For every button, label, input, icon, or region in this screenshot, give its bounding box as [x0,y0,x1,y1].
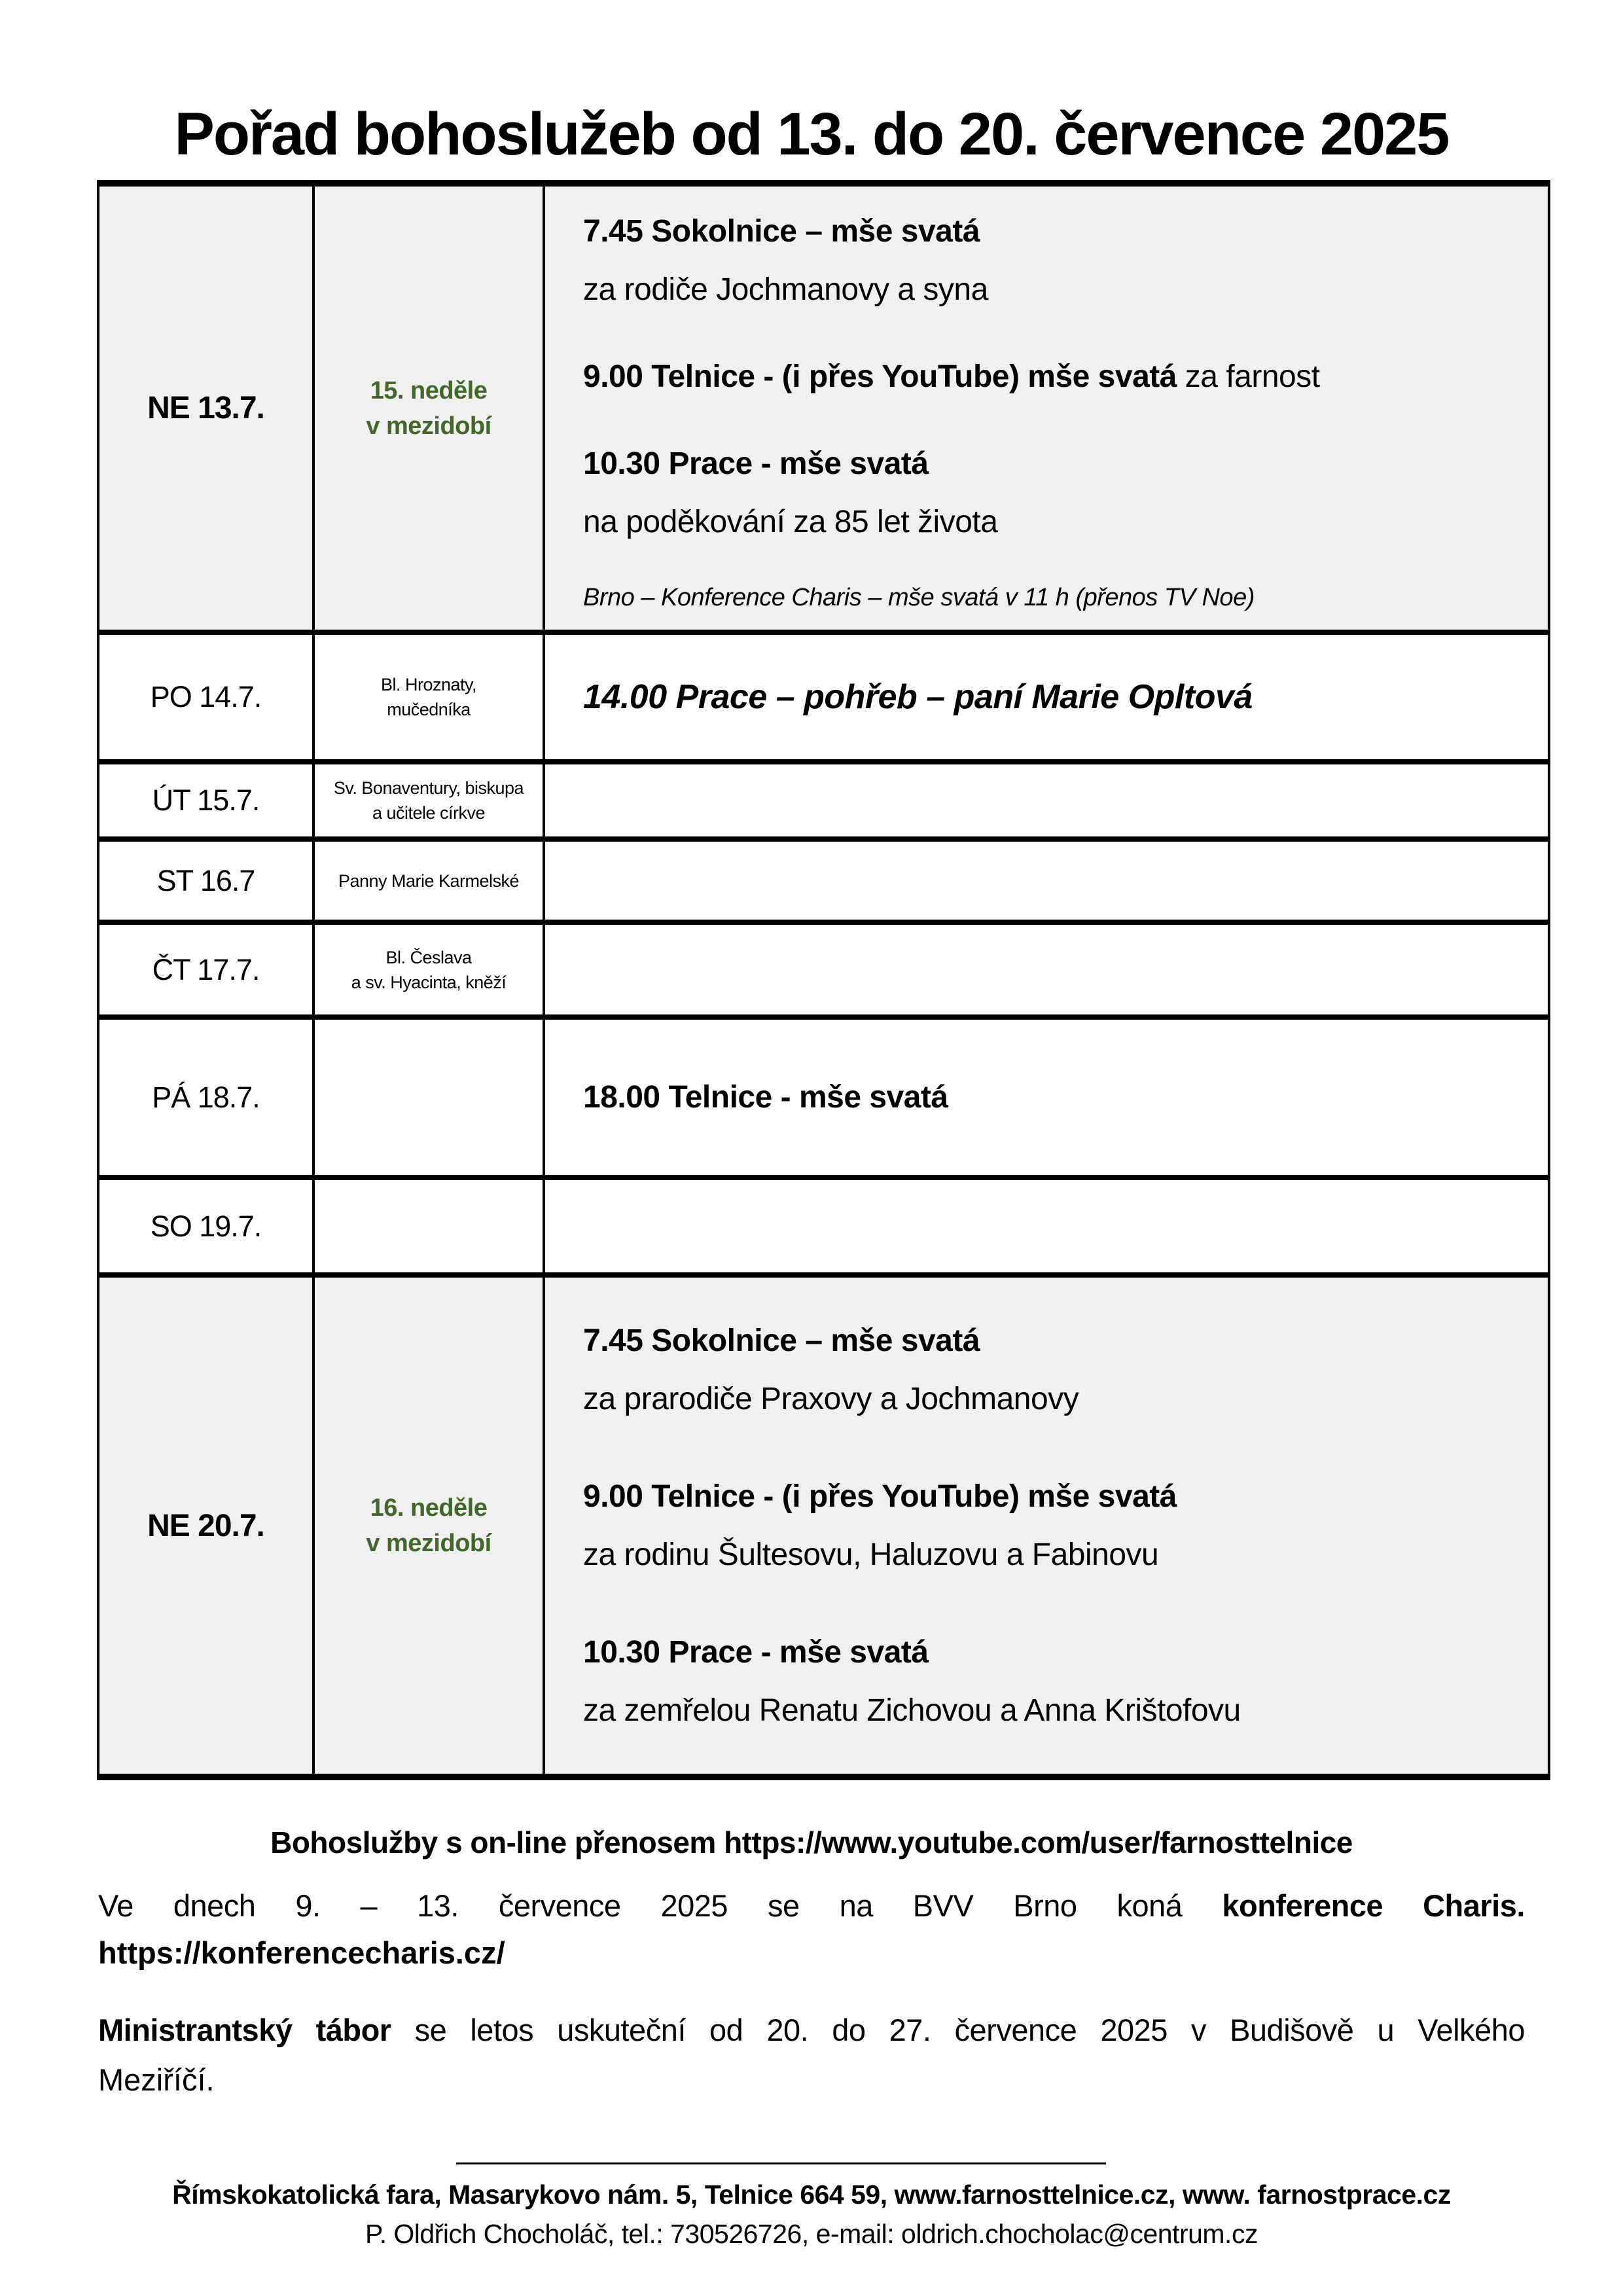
word: dnech [173,1888,256,1923]
charis-conference-line [98,1888,1525,1924]
service-intention: za rodiče Jochmanovy a syna [583,272,988,307]
word: 9. [295,1888,321,1923]
word: 20. [766,2013,809,2047]
feast-line: Panny Marie Karmelské [338,870,520,891]
word: Budišově [1230,2013,1354,2047]
word: Ve [98,1888,134,1923]
funeral-announcement: 14.00 Prace – pohřeb – paní Marie Opltová [583,678,1253,716]
feast-line: 15. neděle [370,376,488,404]
day-label: ČT 17.7. [152,952,260,986]
feast-cell [312,842,543,920]
word: na [839,1888,873,1923]
service-title: 7.45 Sokolnice – mše svatá [583,214,980,249]
parish-address-line: Římskokatolická fara, Masarykovo nám. 5, Telnice 664 59, www.farnosttelnice.cz, www. farnostprace.cz [172,2179,1451,2210]
word: od [709,2013,743,2047]
feast-line: Bl. Česlava [385,947,472,967]
word: u [1377,2013,1395,2047]
day-label: PÁ 18.7. [152,1080,260,1114]
feast-cell [312,1020,543,1175]
word: letos [470,2013,534,2047]
services-cell [543,635,1548,759]
word: Charis. [1423,1888,1525,1923]
service-title: 10.30 Prace - mše svatá [583,446,929,481]
day-label: NE 20.7. [147,1508,264,1543]
service-intention: za prarodiče Praxovy a Jochmanovy [583,1382,1079,1416]
feast-line: v mezidobí [366,1530,491,1557]
service-title: 7.45 Sokolnice – mše svatá [583,1323,980,1358]
table-row-saturday-19-7 [99,1180,1548,1278]
broadcast-note: Brno – Konference Charis – mše svatá v 11 h (přenos TV Noe) [583,584,1255,611]
service-title: 18.00 Telnice - mše svatá [583,1080,948,1115]
services-cell [543,925,1548,1014]
word: Brno [1013,1888,1077,1923]
day-label: NE 13.7. [147,391,264,425]
services-cell [543,764,1548,836]
table-row-sunday-13-7 [99,187,1548,635]
service-schedule-table [97,180,1550,1780]
service-title: 9.00 Telnice - (i přes YouTube) mše svatá [583,1479,1177,1514]
parish-contact-line: P. Oldřich Chocholáč, tel.: 730526726, e-mail: oldrich.chocholac@centrum.cz [365,2219,1258,2249]
table-row-monday-14-7 [99,635,1548,764]
page-title: Pořad bohoslužeb od 13. do 20. července 2025 [174,101,1449,168]
word: 2025 [1100,2013,1168,2047]
word: do [832,2013,866,2047]
table-row-friday-18-7 [99,1020,1548,1180]
footer-divider [456,2162,1106,2164]
day-label: ÚT 15.7. [152,783,260,817]
word: uskuteční [557,2013,686,2047]
ministrant-camp-line [98,2012,1525,2048]
word: 2025 [660,1888,728,1923]
feast-cell [312,764,543,836]
feast-line: Sv. Bonaventury, biskupa [333,778,524,798]
feast-line: mučedníka [387,700,471,719]
service-intention: na poděkování za 85 let života [583,505,998,539]
word: konference [1222,1888,1383,1923]
service-title-bold: 9.00 Telnice - (i přes YouTube) mše svatá [583,359,1177,394]
table-row-sunday-20-7 [99,1278,1548,1774]
feast-cell [312,1180,543,1272]
feast-cell [312,1278,543,1774]
feast-cell [312,635,543,759]
word: Ministrantský [98,2013,293,2047]
word: se [414,2013,447,2047]
charis-conference-url: https://konferencecharis.cz/ [98,1935,505,1970]
feast-cell [312,187,543,630]
word: 13. [417,1888,459,1923]
feast-line: 16. neděle [370,1494,488,1522]
charis-conference-paragraph [98,1888,1525,1924]
word: – [360,1888,378,1923]
ministrant-camp-line-2: Meziříčí. [98,2062,215,2097]
word: BVV [912,1888,974,1923]
word: července [498,1888,621,1923]
table-row-tuesday-15-7 [99,764,1548,842]
word: koná [1116,1888,1183,1923]
day-label: PO 14.7. [150,680,262,713]
service-intention-inline: za farnost [1176,359,1320,394]
services-cell [543,842,1548,920]
day-label: ST 16.7 [156,863,255,897]
word: se [768,1888,800,1923]
services-cell [543,1180,1548,1272]
feast-cell [312,925,543,1014]
day-label: SO 19.7. [150,1209,262,1243]
services-cell [543,1020,1548,1175]
feast-line: Bl. Hroznaty, [380,675,477,694]
word: Velkého [1418,2013,1525,2047]
word: 27. [889,2013,931,2047]
service-intention: za rodinu Šultesovu, Haluzovu a Fabinovu [583,1537,1159,1572]
services-cell [543,187,1548,630]
table-row-thursday-17-7 [99,925,1548,1020]
youtube-streams-note: Bohoslužby s on-line přenosem https://www.youtube.com/user/farnosttelnice [270,1825,1353,1859]
word: v [1190,2013,1206,2047]
feast-line: a sv. Hyacinta, kněží [351,972,507,992]
word: tábor [315,2013,391,2047]
word: července [954,2013,1077,2047]
service-intention: za zemřelou Renatu Zichovou a Anna Krištofovu [583,1693,1241,1728]
service-title: 10.30 Prace - mše svatá [583,1635,929,1670]
feast-line: v mezidobí [366,412,491,440]
service-title [583,348,1522,406]
ministrant-camp-paragraph [98,2012,1525,2048]
services-cell [543,1278,1548,1774]
table-row-wednesday-16-7 [99,842,1548,925]
feast-line: a učitele církve [372,803,486,823]
